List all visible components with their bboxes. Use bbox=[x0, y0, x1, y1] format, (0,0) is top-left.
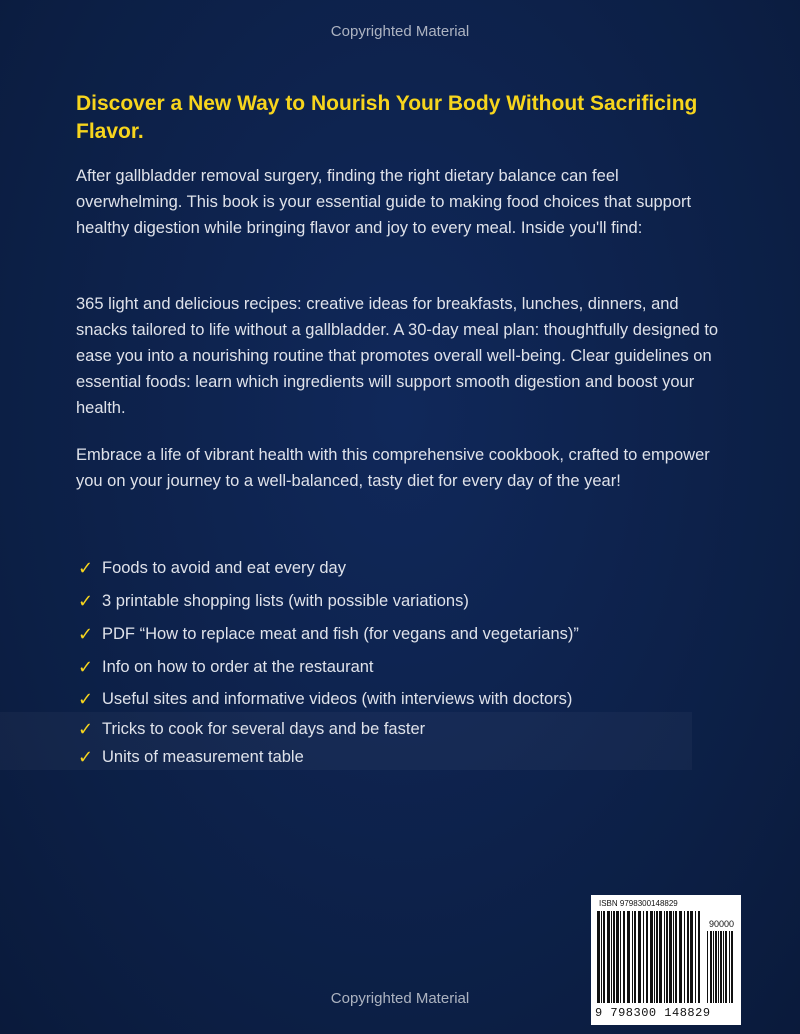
watermark-bottom: Copyrighted Material bbox=[330, 990, 470, 1007]
barcode-bar bbox=[715, 931, 717, 1003]
checkmark-icon: ✓ bbox=[78, 558, 94, 578]
barcode-bar bbox=[684, 911, 685, 1003]
checkmark-icon: ✓ bbox=[78, 657, 94, 677]
feature-item bbox=[78, 552, 579, 585]
feature-list bbox=[78, 552, 579, 771]
barcode-bar bbox=[632, 911, 633, 1003]
barcode-bar bbox=[713, 931, 714, 1003]
feature-item bbox=[78, 618, 579, 651]
checkmark-icon: ✓ bbox=[78, 746, 94, 767]
price-addon-bars bbox=[707, 931, 737, 1003]
barcode-bar bbox=[669, 911, 672, 1003]
feature-label: PDF “How to replace meat and fish (for vegans and vegetarians)” bbox=[102, 625, 579, 643]
barcode-bar bbox=[695, 911, 696, 1003]
barcode-bar bbox=[666, 911, 668, 1003]
isbn-digits: 9 798300 148829 bbox=[595, 1006, 711, 1020]
price-code: 90000 bbox=[709, 919, 735, 929]
barcode-bar bbox=[725, 931, 727, 1003]
barcode-bar bbox=[707, 931, 708, 1003]
barcode-bar bbox=[654, 911, 655, 1003]
barcode-bars bbox=[597, 911, 703, 1003]
checkmark-icon: ✓ bbox=[78, 718, 94, 739]
barcode-bar bbox=[698, 911, 700, 1003]
watermark-top: Copyrighted Material bbox=[330, 23, 470, 40]
barcode-bar bbox=[603, 911, 605, 1003]
barcode-bar bbox=[687, 911, 689, 1003]
headline: Discover a New Way to Nourish Your Body Without Sacrificing Flavor. bbox=[76, 92, 698, 143]
barcode-bar bbox=[623, 911, 625, 1003]
feature-item bbox=[78, 715, 579, 743]
feature-label: Foods to avoid and eat every day bbox=[102, 559, 346, 577]
barcode-bar bbox=[729, 931, 730, 1003]
barcode-bar bbox=[659, 911, 662, 1003]
barcode-bar bbox=[690, 911, 693, 1003]
barcode-bar bbox=[646, 911, 648, 1003]
barcode-bar bbox=[664, 911, 665, 1003]
feature-item bbox=[78, 651, 579, 684]
barcode-bar bbox=[679, 911, 682, 1003]
barcode-bar bbox=[613, 911, 615, 1003]
barcode-bar bbox=[675, 911, 677, 1003]
feature-item bbox=[78, 585, 579, 618]
barcode-bar bbox=[627, 911, 630, 1003]
barcode-bar bbox=[616, 911, 619, 1003]
feature-label: 3 printable shopping lists (with possible variations) bbox=[102, 592, 469, 610]
checkmark-icon: ✓ bbox=[78, 591, 94, 611]
barcode-bar bbox=[656, 911, 658, 1003]
feature-label: Info on how to order at the restaurant bbox=[102, 658, 374, 676]
barcode-bar bbox=[597, 911, 600, 1003]
feature-item bbox=[78, 743, 579, 771]
barcode-bar bbox=[638, 911, 641, 1003]
barcode-bar bbox=[611, 911, 612, 1003]
feature-label: Tricks to cook for several days and be faster bbox=[102, 719, 426, 738]
barcode-bar bbox=[720, 931, 722, 1003]
barcode-bar bbox=[634, 911, 636, 1003]
barcode-bar bbox=[731, 931, 733, 1003]
closing-paragraph: Embrace a life of vibrant health with this comprehensive cookbook, crafted to empower you on your journey to a well-balanced, tasty diet for every day of the year! bbox=[76, 446, 710, 490]
intro-paragraph: After gallbladder removal surgery, finding the right dietary balance can feel overwhelming. This book is your essential guide to making food choices that support healthy digestion while bringing flavor and joy to every meal. Inside you'll find: bbox=[76, 167, 692, 237]
checkmark-icon: ✓ bbox=[78, 689, 94, 709]
feature-item bbox=[78, 684, 579, 715]
barcode-bar bbox=[643, 911, 644, 1003]
barcode-bar bbox=[718, 931, 719, 1003]
barcode-bar bbox=[650, 911, 653, 1003]
feature-label: Useful sites and informative videos (with interviews with doctors) bbox=[102, 690, 573, 708]
checkmark-icon: ✓ bbox=[78, 624, 94, 644]
isbn-barcode bbox=[591, 895, 741, 1025]
barcode-bar bbox=[723, 931, 724, 1003]
barcode-bar bbox=[620, 911, 621, 1003]
feature-label: Units of measurement table bbox=[102, 747, 304, 766]
isbn-label: ISBN 9798300148829 bbox=[599, 899, 678, 908]
barcode-bar bbox=[710, 931, 712, 1003]
barcode-bar bbox=[607, 911, 610, 1003]
contents-paragraph: 365 light and delicious recipes: creative ideas for breakfasts, lunches, dinners, and snacks tailored to life without a gallbladder. A 30-day meal plan: thoughtfully designed to ease you into a nourishing routine that promotes overall well-being. Clear guidelines on essential foods: learn which ingredients will support smooth digestion and boost your health. bbox=[76, 295, 719, 417]
barcode-bar bbox=[673, 911, 674, 1003]
barcode-bar bbox=[601, 911, 602, 1003]
